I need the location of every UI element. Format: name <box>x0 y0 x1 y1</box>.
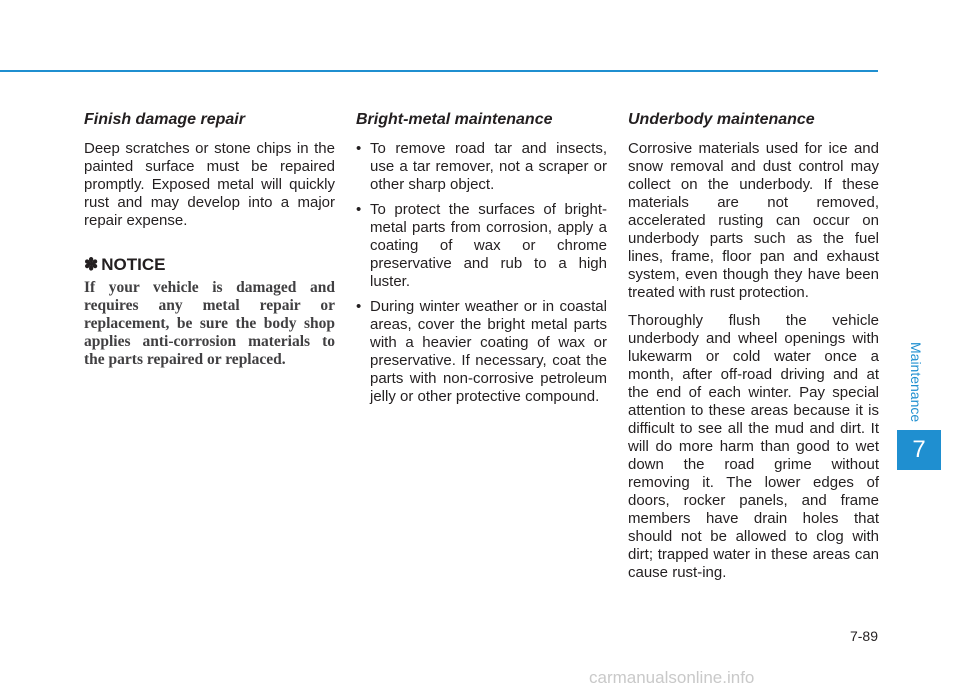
finish-damage-paragraph: Deep scratches or stone chips in the painted surface must be repaired promptly. Exposed metal will quickly rust and may develop into a major repair expense. <box>84 140 335 229</box>
underbody-heading: Underbody maintenance <box>628 111 815 128</box>
finish-damage-column <box>84 110 335 369</box>
watermark: carmanualsonline.info <box>589 668 755 687</box>
underbody-column <box>628 110 879 592</box>
underbody-paragraph-2: Thoroughly flush the vehicle underbody and wheel openings with lukewarm or cold water once a month, after off-road driving and at the end of each winter. Pay special attention to these areas because it is difficult to see all the mud and dirt. It will do more harm than good to wet down the road grime without removing it. The lower edges of doors, rocker panels, and frame members have drain holes that should not be allowed to clog with dirt; trapped water in these areas can cause rust-ing. <box>628 312 879 581</box>
page-number: 7-89 <box>849 628 878 644</box>
list-item <box>356 140 607 194</box>
bullet-icon: • <box>356 201 362 218</box>
chapter-tab-label: Maintenance <box>908 342 924 423</box>
finish-damage-heading: Finish damage repair <box>84 111 245 128</box>
notice-heading <box>84 255 335 275</box>
list-item-text: To protect the surfaces of bright-metal parts from corrosion, apply a coating of wax or chrome preservative and rub to a high luster. <box>370 201 607 290</box>
bright-metal-heading: Bright-metal maintenance <box>356 111 553 128</box>
underbody-paragraph-1: Corrosive materials used for ice and snow removal and dust control may collect on the underbody. If these materials are not removed, accelerated rusting can occur on underbody parts such as the fuel lines, frame, floor pan and exhaust system, even though they have been treated with rust protection. <box>628 140 879 301</box>
list-item <box>356 201 607 291</box>
notice-body: If your vehicle is damaged and requires any metal repair or replacement, be sure the body shop applies anti-corrosion materials to the parts repaired or replaced. <box>84 279 335 368</box>
bullet-icon: • <box>356 140 362 157</box>
chapter-number-badge: 7 <box>897 430 941 470</box>
bullet-icon: • <box>356 298 362 315</box>
bright-metal-column <box>356 110 607 413</box>
list-item <box>356 298 607 406</box>
notice-heading-label: NOTICE <box>101 255 166 274</box>
bright-metal-list <box>356 140 607 406</box>
list-item-text: To remove road tar and insects, use a tar remover, not a scraper or other sharp object. <box>370 140 607 193</box>
notice-star-icon: ✽ <box>84 255 99 274</box>
header-rule <box>0 70 878 72</box>
list-item-text: During winter weather or in coastal areas, cover the bright metal parts with a heavier coating of wax or preservative. If necessary, coat the parts with non-corrosive petroleum jelly or other protective compound. <box>370 298 607 405</box>
